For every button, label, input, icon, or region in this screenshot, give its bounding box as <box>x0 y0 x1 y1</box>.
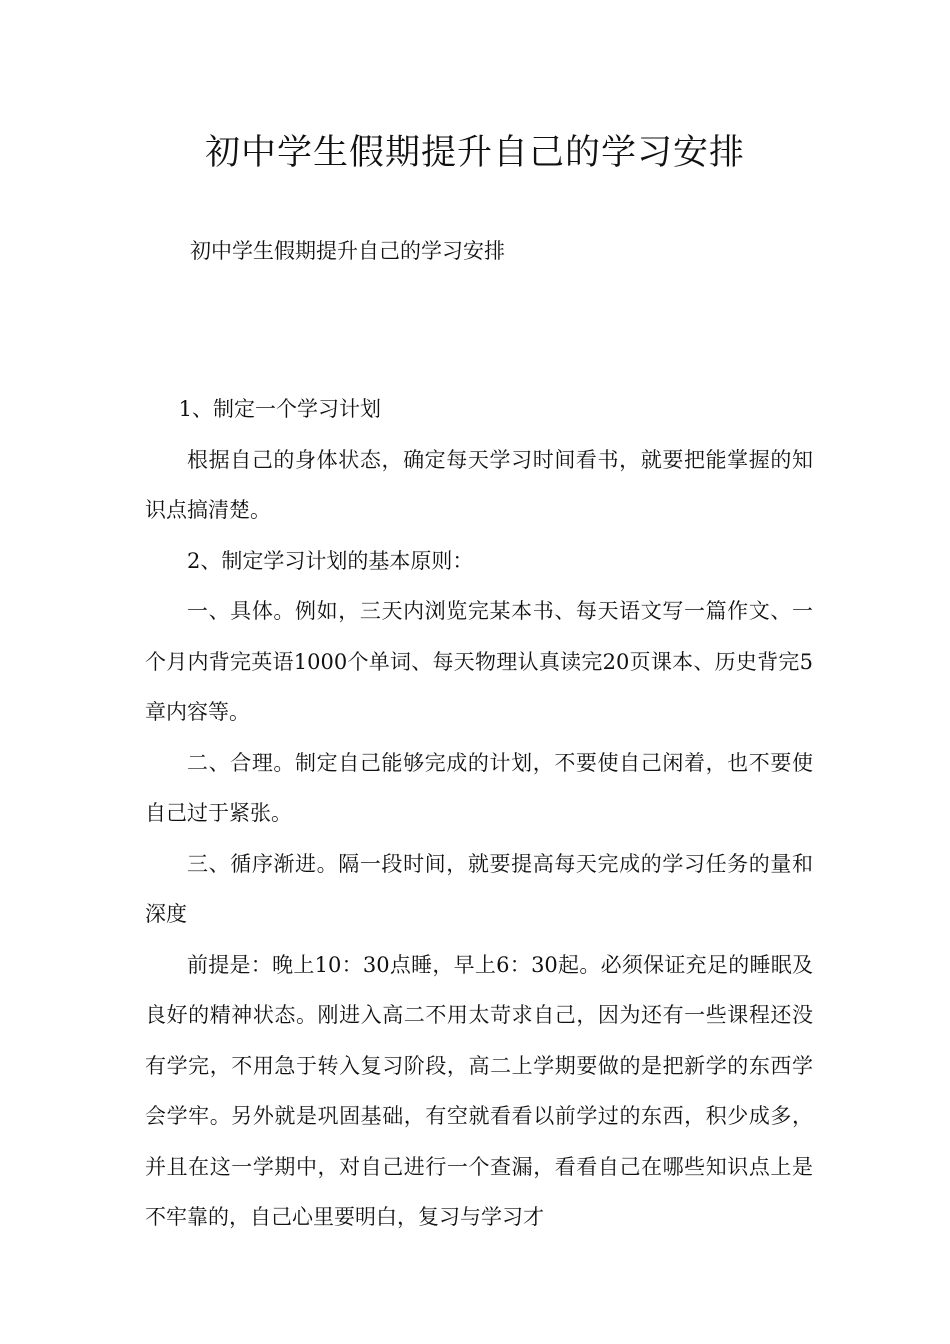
section-heading-1: 1、制定一个学习计划 <box>178 397 381 421</box>
paragraph: 前提是：晚上10：30点睡，早上6：30起。必须保证充足的睡眠及良好的精神状态。刚进入高二不用太苛求自己，因为还有一些课程还没有学完，不用急于转入复习阶段，高二上学期要做的是把新学的东西学会学牢。另外就是巩固基础，有空就看看以前学过的东西，积少成多，并且在这一学期中，对自己进行一个查漏，看看自己在哪些知识点上是不牢靠的，自己心里要明白，复习与学习才 <box>145 952 813 1229</box>
document-subtitle: 初中学生假期提升自己的学习安排 <box>190 239 505 263</box>
document-body <box>145 384 813 1243</box>
document-title: 初中学生假期提升自己的学习安排 <box>204 133 745 173</box>
paragraph: 二、合理。制定自己能够完成的计划，不要使自己闲着，也不要使自己过于紧张。 <box>145 750 813 825</box>
paragraph: 根据自己的身体状态，确定每天学习时间看书，就要把能掌握的知识点搞清楚。 <box>145 447 813 522</box>
paragraph: 一、具体。例如，三天内浏览完某本书、每天语文写一篇作文、一个月内背完英语1000个单词、每天物理认真读完20页课本、历史背完5章内容等。 <box>145 599 813 724</box>
paragraph: 三、循序渐进。隔一段时间，就要提高每天完成的学习任务的量和深度 <box>145 851 813 926</box>
section-heading-2: 2、制定学习计划的基本原则： <box>187 548 474 573</box>
